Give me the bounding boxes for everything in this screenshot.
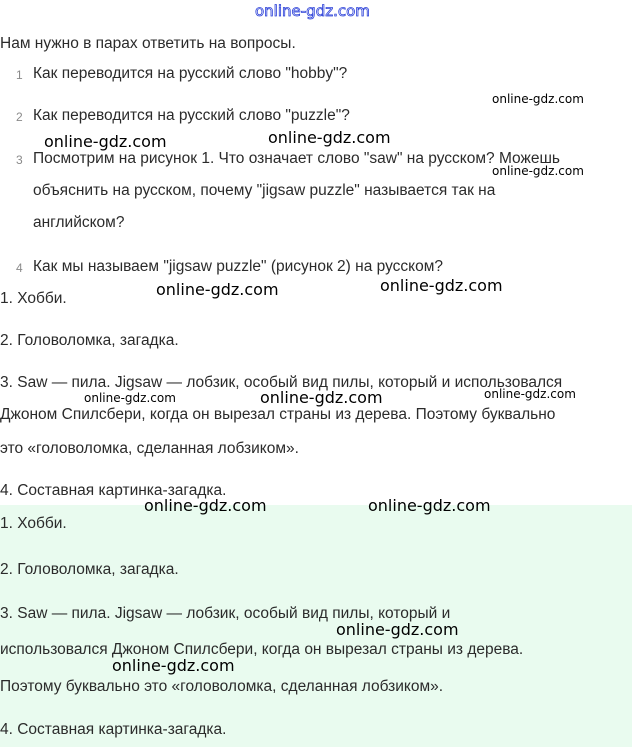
answer-box-2: 2. Головоломка, загадка. [0, 561, 179, 578]
watermark: online-gdz.com [380, 276, 503, 295]
site-header-logo: online-gdz.com [255, 2, 370, 20]
answer-box-3: Поэтому буквально это «головоломка, сделанная лобзиком». [0, 678, 444, 695]
answer-2: 2. Головоломка, загадка. [0, 332, 179, 349]
question-number: 4 [16, 261, 23, 275]
watermark: online-gdz.com [484, 387, 576, 401]
watermark: online-gdz.com [144, 496, 267, 515]
answer-box [0, 505, 632, 747]
answer-box-3: 3. Saw — пила. Jigsaw — лобзик, особый вид пилы, который и [0, 605, 451, 622]
question-text: Как переводится на русский слово "puzzle"? [33, 107, 350, 124]
question-number: 1 [16, 68, 23, 82]
question-text: Как переводится на русский слово "hobby"? [33, 65, 348, 82]
watermark: online-gdz.com [44, 132, 167, 151]
question-text: объяснить на русском, почему "jigsaw puzzle" называется так на [33, 182, 496, 199]
watermark: online-gdz.com [84, 391, 176, 405]
answer-1: 1. Хобби. [0, 290, 67, 307]
question-text: Как мы называем "jigsaw puzzle" (рисунок 2) на русском? [33, 258, 444, 275]
watermark: online-gdz.com [492, 164, 584, 178]
answer-4: 4. Составная картинка-загадка. [0, 482, 227, 499]
answer-box-4: 4. Составная картинка-загадка. [0, 721, 227, 738]
answer-3: это «головоломка, сделанная лобзиком». [0, 440, 299, 457]
question-text: английском? [33, 214, 125, 231]
answer-3: Джоном Спилсбери, когда он вырезал страны из дерева. Поэтому буквально [0, 406, 556, 423]
watermark: online-gdz.com [368, 496, 491, 515]
question-text: Посмотрим на рисунок 1. Что означает слово "saw" на русском? Можешь [33, 150, 560, 167]
watermark: online-gdz.com [336, 620, 459, 639]
watermark: online-gdz.com [112, 656, 235, 675]
answer-3: 3. Saw — пила. Jigsaw — лобзик, особый вид пилы, который и использовался [0, 374, 563, 391]
question-number: 3 [16, 153, 23, 167]
watermark: online-gdz.com [492, 92, 584, 106]
question-number: 2 [16, 110, 23, 124]
answer-box-1: 1. Хобби. [0, 515, 67, 532]
answer-box-3: использовался Джоном Спилсбери, когда он вырезал страны из дерева. [0, 641, 524, 658]
watermark: online-gdz.com [156, 280, 279, 299]
watermark: online-gdz.com [268, 128, 391, 147]
task-intro: Нам нужно в парах ответить на вопросы. [0, 35, 296, 52]
watermark: online-gdz.com [260, 388, 383, 407]
